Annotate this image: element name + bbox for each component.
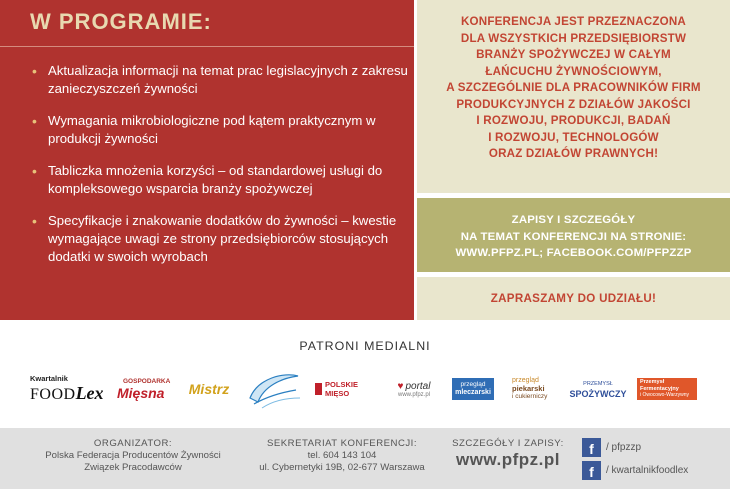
logo-text: przegląd bbox=[460, 381, 486, 388]
przeglad-mleczarski-logo[interactable] bbox=[451, 368, 495, 410]
facebook-icon: f bbox=[582, 438, 601, 457]
website-link[interactable]: www.pfpz.pl bbox=[455, 450, 561, 469]
logo-text: i Owocowo-Warzywny bbox=[640, 392, 689, 399]
foodlex-logo[interactable] bbox=[30, 368, 106, 410]
swirl-logo[interactable] bbox=[244, 368, 302, 410]
logo-text: Przemysł bbox=[640, 379, 665, 386]
secretariat-block bbox=[248, 438, 436, 474]
przemysl-fermentacyjny-logo[interactable] bbox=[636, 368, 698, 410]
signup-line: ZAPISY I SZCZEGÓŁY bbox=[511, 214, 636, 226]
organizer-name: Polska Federacja Producentów Żywności bbox=[45, 450, 221, 461]
przeglad-piekarski-logo[interactable] bbox=[506, 368, 558, 410]
program-item-text: Aktualizacja informacji na temat prac legislacyjnych z zakresu zanieczyszczeń żywności bbox=[48, 63, 408, 96]
logo-text: i cukierniczy bbox=[512, 393, 548, 400]
signup-line: NA TEMAT KONFERENCJI NA STRONIE: bbox=[460, 230, 687, 243]
przemysl-spozywczy-logo[interactable] bbox=[570, 368, 626, 410]
program-item bbox=[30, 112, 410, 148]
program-item-text: Specyfikacje i znakowanie dodatków do żywności – kwestie wymagające uwagi ze strony przedsiębiorców stosujących dodatki w swoich wyrobach bbox=[48, 213, 397, 264]
logo-text: FOOD bbox=[30, 386, 76, 403]
flag-icon bbox=[315, 383, 322, 395]
signup-links[interactable]: WWW.PFPZ.PL; FACEBOOK.COM/PFPZZP bbox=[455, 247, 692, 259]
secretariat-address: ul. Cybernetyki 19B, 02-677 Warszawa bbox=[259, 462, 425, 473]
facebook-icon: f bbox=[582, 461, 601, 480]
facebook-handle: / kwartalnikfoodlex bbox=[606, 465, 689, 476]
audience-text bbox=[427, 14, 720, 163]
secretariat-phone[interactable]: tel. 604 143 104 bbox=[307, 450, 377, 461]
logo-text: portal bbox=[405, 380, 431, 392]
portal-logo[interactable] bbox=[388, 368, 440, 410]
audience-line: KONFERENCJA JEST PRZEZNACZONA bbox=[460, 15, 687, 28]
organizer-block bbox=[28, 438, 238, 474]
logo-text: PRZEMYSŁ bbox=[583, 381, 613, 387]
audience-line: BRANŻY SPOŻYWCZEJ W CAŁYM bbox=[476, 48, 671, 61]
polskie-mieso-logo[interactable] bbox=[315, 368, 377, 410]
logo-text: piekarski bbox=[512, 384, 545, 393]
pin-icon: ♥ bbox=[397, 380, 404, 392]
bullet-icon: • bbox=[32, 63, 37, 79]
swirl-icon bbox=[244, 368, 302, 410]
logo-text: Lex bbox=[75, 383, 104, 403]
program-item bbox=[30, 212, 410, 266]
facebook-handle: / pfpzzp bbox=[606, 442, 642, 453]
logo-text: mleczarski bbox=[455, 389, 491, 396]
details-heading: SZCZEGÓŁY I ZAPISY: bbox=[452, 438, 564, 449]
audience-line: I ROZWOJU, TECHNOLOGÓW bbox=[488, 130, 659, 144]
logo-text: www.pfpz.pl bbox=[397, 391, 430, 398]
logo-text: przegląd bbox=[512, 377, 539, 384]
program-title: W PROGRAMIE: bbox=[30, 9, 212, 34]
program-list bbox=[30, 62, 410, 280]
bullet-icon: • bbox=[32, 213, 37, 229]
logo-text: Fermentacyjny bbox=[640, 385, 679, 392]
audience-line: I ROZWOJU, PRODUKCJI, BADAŃ bbox=[476, 114, 671, 127]
patrons-title: PATRONI MEDIALNI bbox=[299, 339, 431, 353]
organizer-subtitle: Związek Pracodawców bbox=[84, 462, 182, 473]
facebook-link-kwartalnikfoodlex[interactable] bbox=[582, 461, 688, 480]
program-item bbox=[30, 162, 410, 198]
logo-text: Mięsna bbox=[117, 384, 165, 401]
facebook-link-pfpzzp[interactable] bbox=[582, 438, 641, 457]
audience-line: PRODUKCYJNYCH Z DZIAŁÓW JAKOŚCI bbox=[456, 97, 691, 111]
portal-wordmark bbox=[398, 381, 431, 392]
gospodarka-miesna-logo[interactable] bbox=[117, 368, 175, 410]
program-item-text: Tabliczka mnożenia korzyści – od standardowej usługi do kompleksowego wsparcia branży spożywczej bbox=[48, 163, 383, 196]
signup-panel bbox=[417, 198, 730, 272]
logo-text: Kwartalnik bbox=[30, 374, 68, 383]
audience-line: ORAZ DZIAŁÓW PRAWNYCH! bbox=[488, 147, 659, 160]
mistrz-logo[interactable] bbox=[183, 368, 235, 410]
details-block bbox=[446, 438, 570, 469]
logo-wordmark bbox=[30, 383, 104, 404]
audience-line: A SZCZEGÓLNIE DLA PRACOWNIKÓW FIRM bbox=[446, 81, 701, 94]
invite-panel bbox=[417, 277, 730, 320]
logo-text: GOSPODARKA bbox=[123, 377, 171, 385]
program-divider bbox=[0, 46, 414, 47]
bullet-icon: • bbox=[32, 163, 37, 179]
logo-box bbox=[452, 378, 494, 400]
audience-panel bbox=[417, 0, 730, 193]
logo-box bbox=[637, 378, 697, 400]
logo-text: SPOŻYWCZY bbox=[569, 389, 627, 399]
bullet-icon: • bbox=[32, 113, 37, 129]
organizer-heading: ORGANIZATOR: bbox=[93, 438, 173, 449]
program-item-text: Wymagania mikrobiologiczne pod kątem praktycznym w produkcji żywności bbox=[48, 113, 376, 146]
program-panel bbox=[0, 0, 414, 320]
audience-line: ŁAŃCUCHU ŻYWNOŚCIOWYM, bbox=[485, 64, 662, 78]
audience-line: DLA WSZYSTKICH PRZEDSIĘBIORSTW bbox=[460, 31, 687, 45]
signup-text bbox=[423, 212, 724, 262]
invite-text: ZAPRASZAMY DO UDZIAŁU! bbox=[490, 292, 657, 305]
patron-logos bbox=[0, 368, 730, 410]
logo-text: POLSKIE MIĘSO bbox=[325, 380, 358, 398]
footer bbox=[0, 428, 730, 489]
program-item bbox=[30, 62, 410, 98]
logo-text: Mistrz bbox=[188, 381, 230, 397]
secretariat-heading: SEKRETARIAT KONFERENCJI: bbox=[266, 438, 418, 449]
